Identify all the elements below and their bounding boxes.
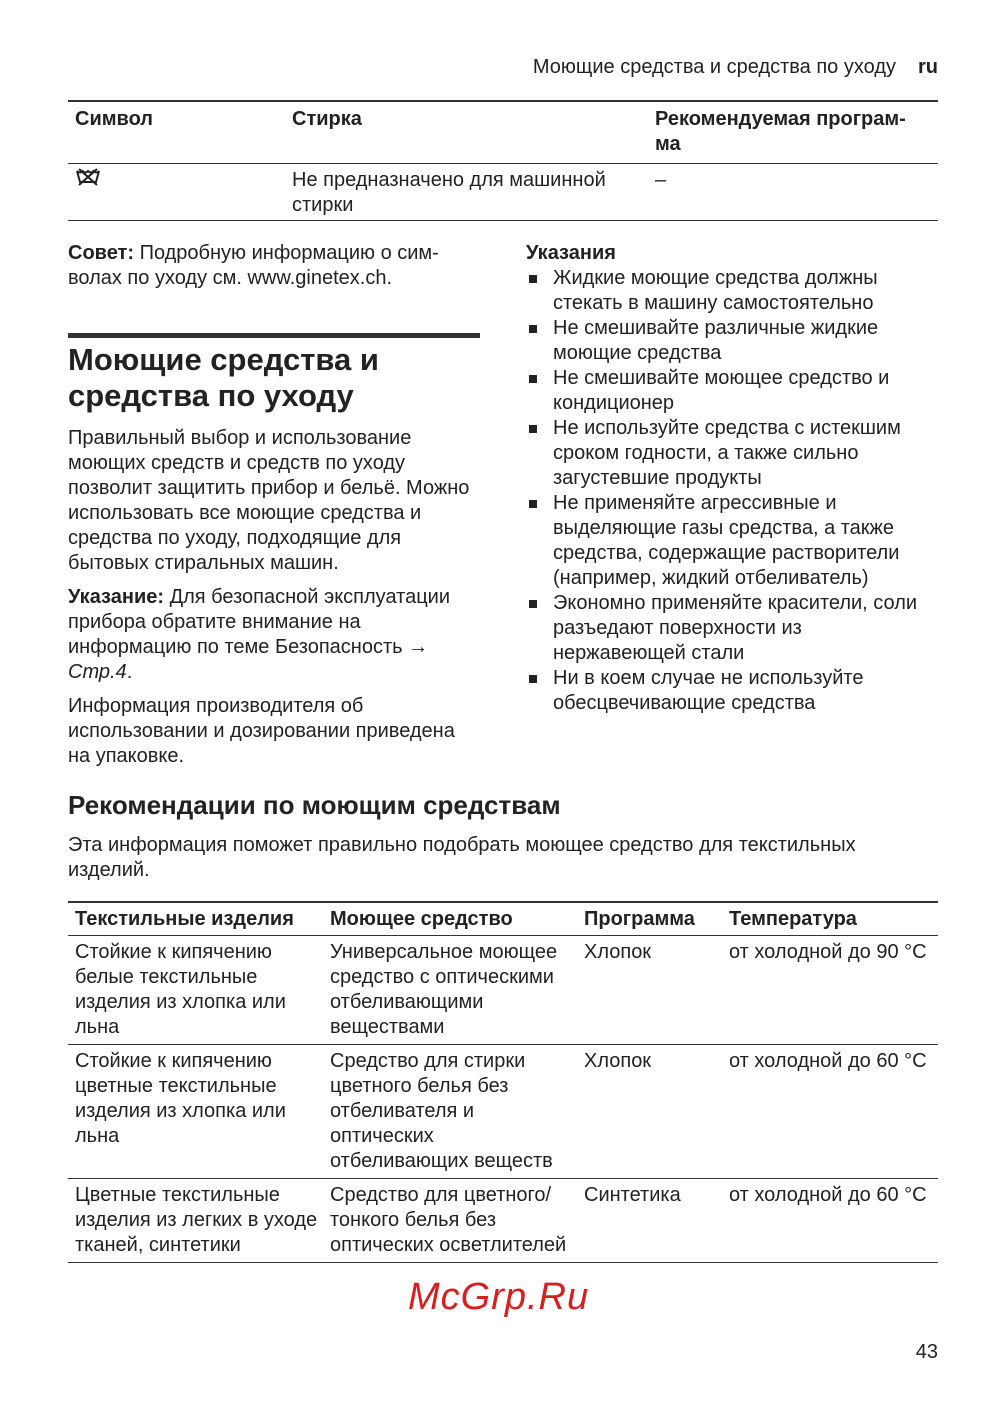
- cell-temperature: от холодной до 60 °C: [722, 1045, 938, 1179]
- header-lang: ru: [918, 56, 938, 78]
- section-intro: Правильный выбор и использование моющих средств и средств по уходу позволит защитить прибор и бельё. Можно использовать все моющие средства и средства по уходу, подходящие для бытовых стиральных машин.: [68, 427, 470, 574]
- instruction-item: Не смешивайте различные жидкие моющие средства: [526, 316, 938, 366]
- note-link[interactable]: Стр.4: [68, 661, 127, 683]
- table-row: [68, 1179, 938, 1263]
- cell-detergent: Универсальное моющее средство с оптическими отбеливающими веществами: [323, 936, 577, 1045]
- th-textiles: Текстильные изделия: [68, 902, 323, 936]
- instructions-title: Указания: [526, 242, 616, 264]
- th-program: Рекомендуемая програм- ма: [655, 108, 906, 155]
- cell-wash: Не предназначено для машинной стирки: [292, 169, 606, 216]
- running-header: [68, 55, 938, 100]
- instruction-item: Жидкие моющие средства должны стекать в машину самостоятельно: [526, 266, 938, 316]
- cell-textiles: Цветные текстильные изделия из легких в уходе тканей, синтетики: [68, 1179, 323, 1263]
- cell-detergent: Средство для стирки цветного белья без отбеливателя и оптических отбеливающих веществ: [323, 1045, 577, 1179]
- manufacturer-info: Информация производителя об использовании и дозировании приведена на упаковке.: [68, 695, 455, 767]
- cell-symbol: [68, 164, 285, 221]
- cell-program: –: [655, 169, 667, 191]
- th-program: Программа: [577, 902, 722, 936]
- symbol-table: [68, 100, 938, 221]
- recommend-title: Рекомендации по моющим средствам: [68, 790, 561, 820]
- cell-textiles: Стойкие к кипячению белые текстильные изделия из хлопка или льна: [68, 936, 323, 1045]
- note-end: .: [126, 661, 133, 683]
- section-title: Моющие средства и средства по уходу: [68, 342, 379, 413]
- table-row: [68, 936, 938, 1045]
- detergent-table: [68, 901, 938, 1263]
- table-header-row: [68, 101, 938, 164]
- left-column: [68, 241, 480, 769]
- tip-text: Подробную информацию о сим-волах по уходу см. www.ginetex.ch.: [68, 242, 439, 289]
- cell-program: Синтетика: [577, 1179, 722, 1263]
- th-wash: Стирка: [292, 108, 362, 130]
- header-title: Моющие средства и средства по уходу: [532, 56, 896, 78]
- instruction-item: Не смешивайте моющее средство и кондиционер: [526, 366, 938, 416]
- content: [68, 55, 938, 1263]
- note: [68, 585, 480, 685]
- table-row: [68, 164, 938, 221]
- tip-label: Совет:: [68, 242, 135, 264]
- tip: [68, 241, 480, 291]
- section-rule: [68, 333, 480, 338]
- note-label: Указание:: [68, 586, 165, 608]
- th-detergent: Моющее средство: [323, 902, 577, 936]
- recommend-intro: Эта информация поможет правильно подобрать моющее средство для текстильных изделий.: [68, 834, 856, 881]
- cell-textiles: Стойкие к кипячению цветные текстильные изделия из хлопка или льна: [68, 1045, 323, 1179]
- cell-detergent: Средство для цветного/ тонкого белья без оптических осветлителей: [323, 1179, 577, 1263]
- cell-program: Хлопок: [577, 1045, 722, 1179]
- instructions: [526, 241, 938, 769]
- no-machine-wash-icon: [75, 169, 101, 191]
- cell-temperature: от холодной до 90 °C: [722, 936, 938, 1045]
- instructions-list: [526, 266, 938, 716]
- two-columns: [68, 241, 938, 769]
- instruction-item: Экономно применяйте красители, соли разъедают поверхности из нержавеющей стали: [526, 591, 938, 666]
- instruction-item: Ни в коем случае не используйте обесцвечивающие средства: [526, 666, 938, 716]
- th-symbol: Символ: [75, 108, 153, 130]
- table-row: [68, 1045, 938, 1179]
- instruction-item: Не применяйте агрессивные и выделяющие газы средства, а также средства, содержащие растворители (например, жидкий отбеливатель): [526, 491, 938, 591]
- cell-temperature: от холодной до 60 °C: [722, 1179, 938, 1263]
- cell-program: Хлопок: [577, 936, 722, 1045]
- th-temperature: Температура: [722, 902, 938, 936]
- watermark: McGrp.Ru: [408, 1276, 590, 1318]
- page-number: 43: [915, 1341, 938, 1363]
- note-text: Для безопасной эксплуатации прибора обратите внимание на информацию по теме Безопасность →: [68, 586, 451, 658]
- instruction-item: Не используйте средства с истекшим сроком годности, а также сильно загустевшие продукты: [526, 416, 938, 491]
- table-header-row: [68, 902, 938, 936]
